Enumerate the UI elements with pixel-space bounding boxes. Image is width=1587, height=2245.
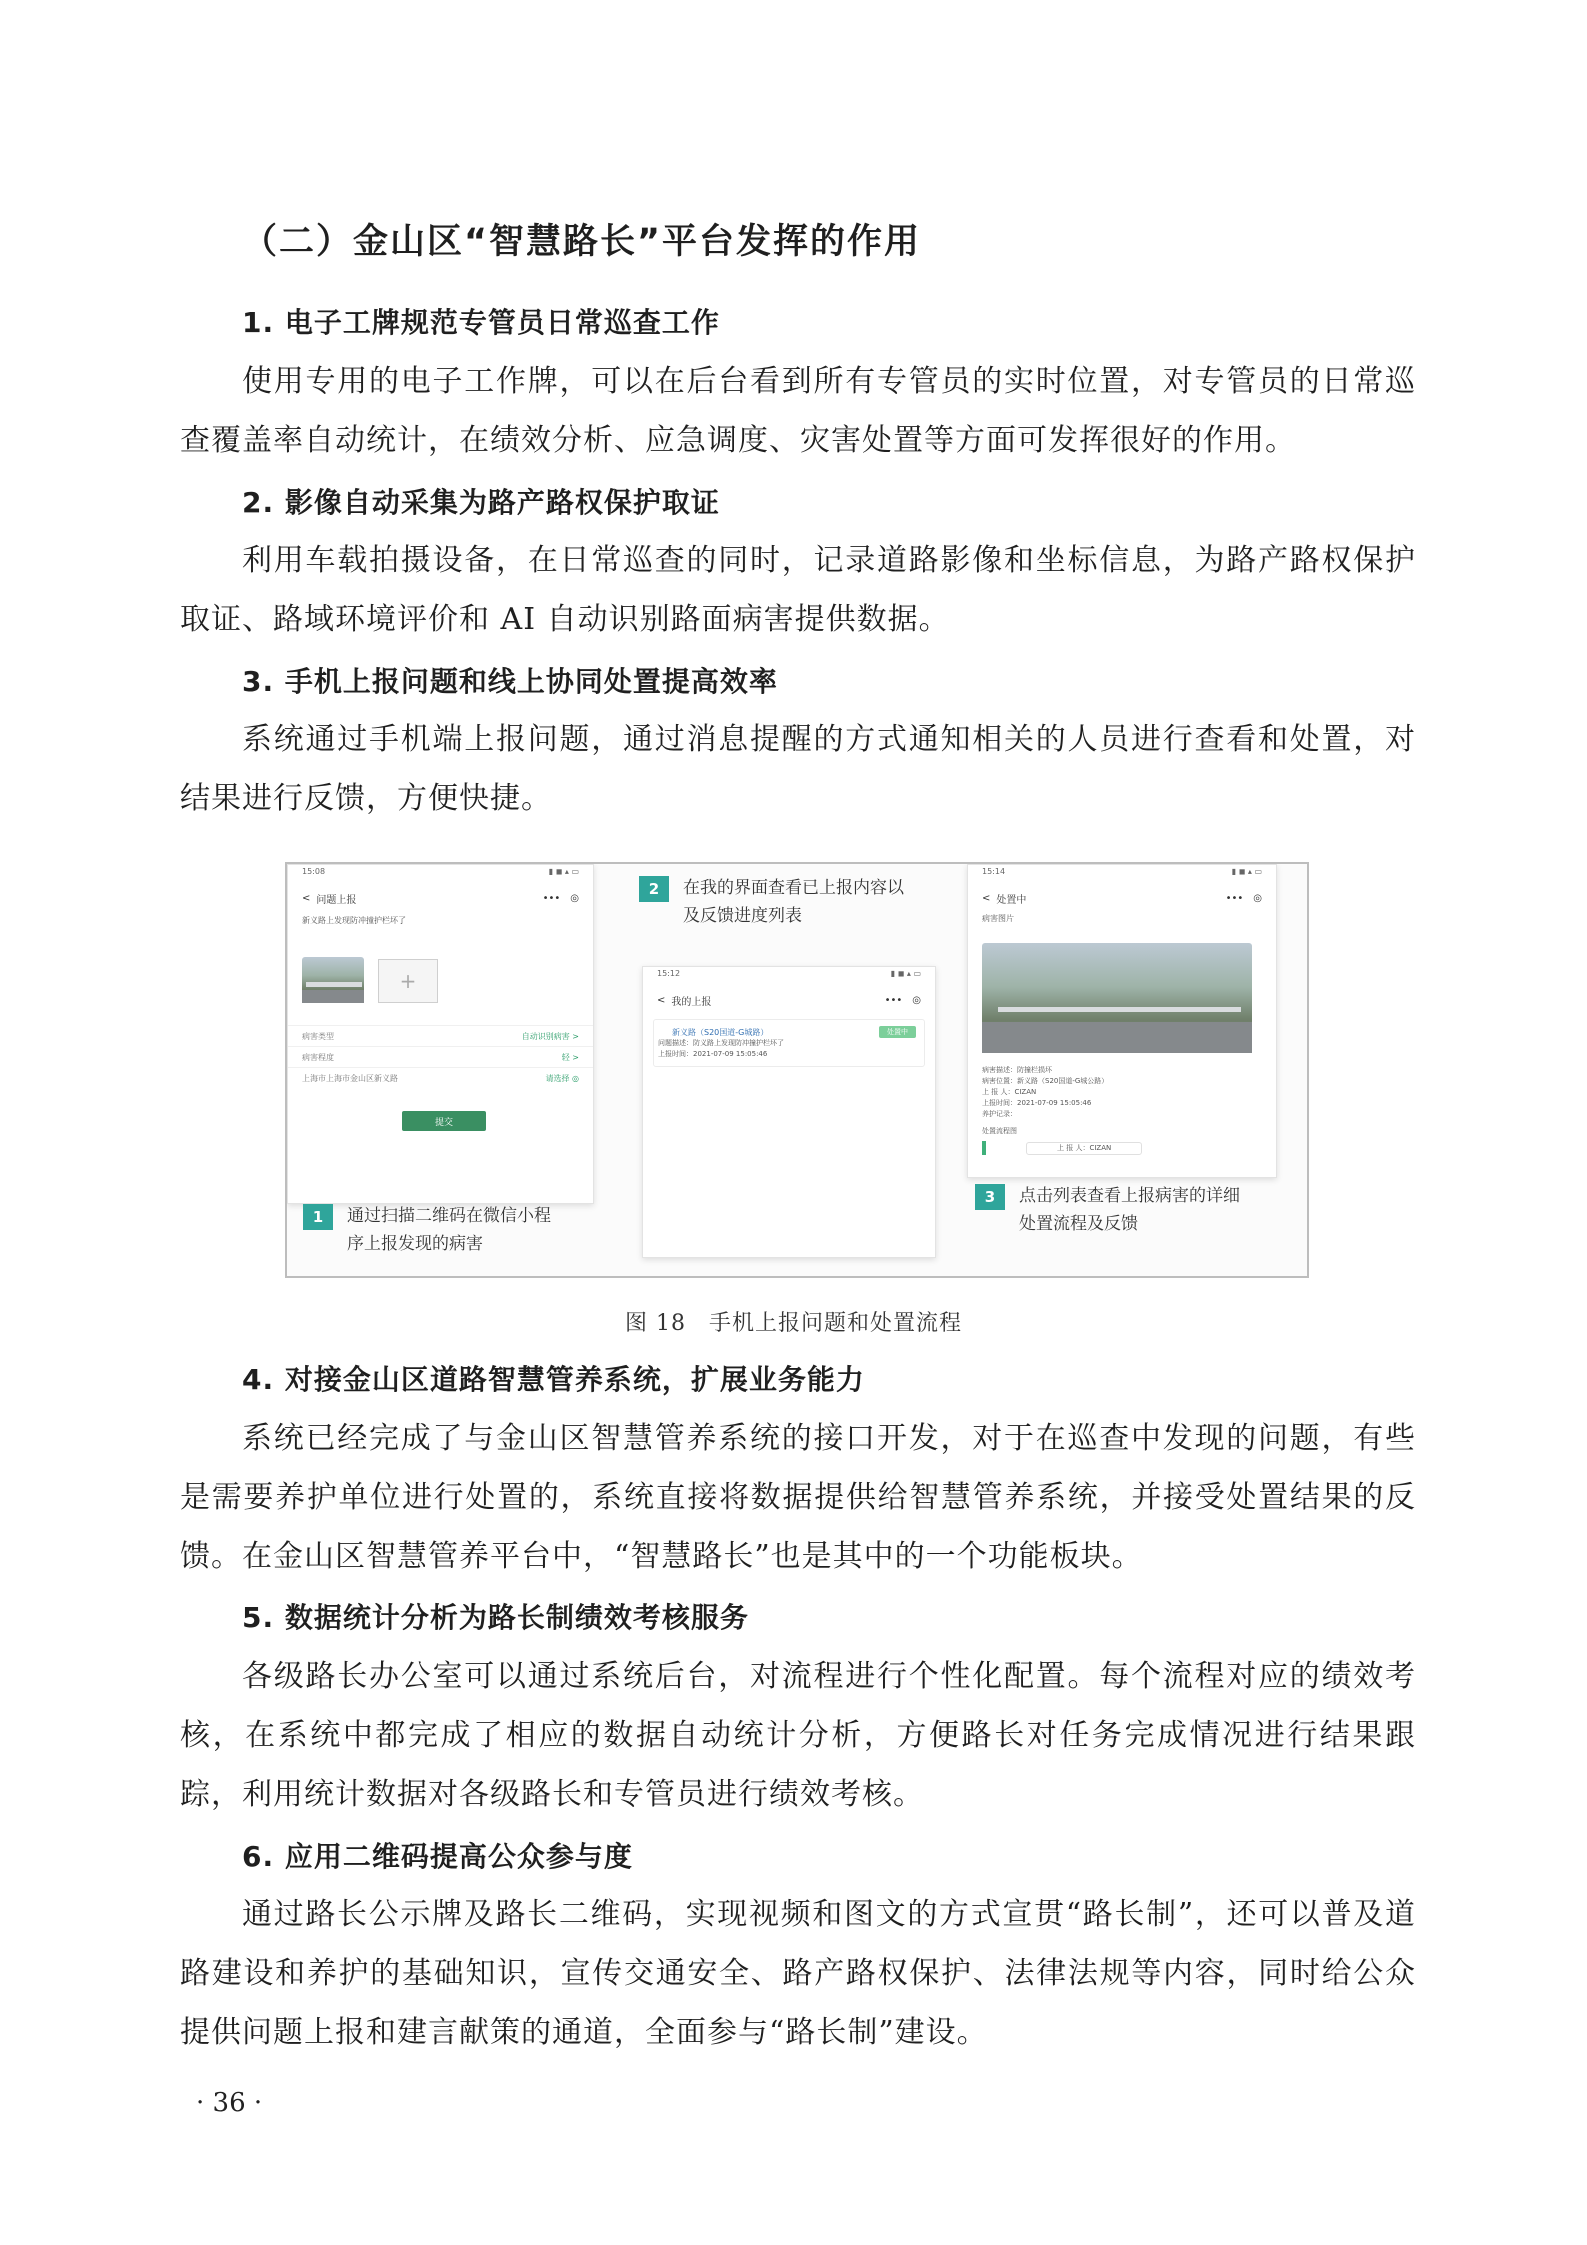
step-text-line2: 序上报发现的病害 bbox=[347, 1234, 483, 1254]
report-item-desc: 问题描述：防义路上发现防冲撞护栏坏了 bbox=[658, 1039, 784, 1047]
page-number: · 36 · bbox=[196, 2088, 263, 2118]
issue-photo[interactable] bbox=[982, 943, 1252, 1053]
status-bar bbox=[288, 865, 593, 887]
flow-item: 上 报 人：CIZAN bbox=[1026, 1142, 1142, 1155]
step-text-line1: 通过扫描二维码在微信小程 bbox=[347, 1206, 551, 1226]
step-3 bbox=[975, 1182, 1240, 1238]
phone-screen-my-reports bbox=[642, 966, 936, 1258]
report-form bbox=[288, 1025, 593, 1088]
issue-description: 新义路上发现防冲撞护栏坏了 bbox=[302, 916, 406, 925]
signal-icon: ▮ ◼ ▴ ▭ bbox=[1231, 867, 1262, 876]
back-icon[interactable]: < bbox=[982, 892, 991, 904]
submit-button[interactable]: 提交 bbox=[402, 1111, 486, 1131]
report-item-title: 新义路（S20国道-G城路） bbox=[672, 1027, 769, 1037]
detail-line: 上报时间：2021-07-09 15:05:46 bbox=[982, 1099, 1092, 1107]
phone-screen-detail bbox=[967, 864, 1277, 1178]
issue-details bbox=[968, 1065, 1276, 1159]
back-icon[interactable]: < bbox=[657, 994, 666, 1006]
step-number: 2 bbox=[639, 876, 669, 902]
step-text-line1: 点击列表查看上报病害的详细 bbox=[1019, 1186, 1240, 1206]
status-time: 15:08 bbox=[302, 867, 326, 876]
step-text-line2: 及反馈进度列表 bbox=[683, 906, 802, 926]
nav-bar bbox=[288, 887, 593, 909]
status-bar bbox=[643, 967, 935, 989]
detail-line: 上 报 人：CIZAN bbox=[982, 1088, 1037, 1096]
page-title: 问题上报 bbox=[316, 894, 357, 906]
back-icon[interactable]: < bbox=[302, 892, 311, 904]
detail-line: 养护记录： bbox=[982, 1110, 1017, 1118]
flow-label: 处置流程图 bbox=[982, 1127, 1017, 1135]
add-photo-button[interactable]: + bbox=[378, 959, 438, 1003]
paragraph-5: 各级路长办公室可以通过系统后台，对流程进行个性化配置。每个流程对应的绩效考核，在系统中都完成了相应的数据自动统计分析，方便路长对任务完成情况进行结果跟踪，利用统计数据对各级路长和专管员进行绩效考核。 bbox=[180, 1659, 1416, 1812]
status-time: 15:14 bbox=[982, 867, 1006, 876]
heading-1: 1. 电子工牌规范专管员日常巡查工作 bbox=[242, 306, 720, 339]
step-number: 1 bbox=[303, 1204, 333, 1230]
status-badge: 处置中 bbox=[879, 1026, 916, 1038]
page-title: 处置中 bbox=[996, 894, 1027, 906]
step-1 bbox=[303, 1202, 551, 1258]
section-title: （二）金山区“智慧路长”平台发挥的作用 bbox=[242, 222, 922, 262]
more-icon[interactable]: ••• bbox=[1225, 892, 1244, 904]
target-icon[interactable]: ◎ bbox=[570, 892, 579, 904]
detail-line: 病害位置：新义路（S20国道-G城公路） bbox=[982, 1077, 1109, 1085]
heading-6: 6. 应用二维码提高公众参与度 bbox=[242, 1840, 633, 1873]
page-title: 我的上报 bbox=[671, 996, 712, 1008]
paragraph-2: 利用车载拍摄设备，在日常巡查的同时，记录道路影像和坐标信息，为路产路权保护取证、路域环境评价和 AI 自动识别路面病害提供数据。 bbox=[180, 543, 1416, 637]
form-row-location[interactable]: 上海市上海市金山区新义路 请选择 ◎ bbox=[288, 1067, 593, 1088]
paragraph-1: 使用专用的电子工作牌，可以在后台看到所有专管员的实时位置，对专管员的日常巡查覆盖率自动统计，在绩效分析、应急调度、灾害处置等方面可发挥很好的作用。 bbox=[180, 364, 1416, 458]
step-text-line1: 在我的界面查看已上报内容以 bbox=[683, 878, 904, 898]
status-time: 15:12 bbox=[657, 969, 681, 978]
signal-icon: ▮ ◼ ▴ ▭ bbox=[548, 867, 579, 876]
heading-2: 2. 影像自动采集为路产路权保护取证 bbox=[242, 486, 720, 519]
more-icon[interactable]: ••• bbox=[542, 892, 561, 904]
detail-line: 病害描述：防撞栏损坏 bbox=[982, 1066, 1052, 1074]
heading-3: 3. 手机上报问题和线上协同处置提高效率 bbox=[242, 665, 778, 698]
paragraph-4: 系统已经完成了与金山区智慧管养系统的接口开发，对于在巡查中发现的问题，有些是需要养护单位进行处置的，系统直接将数据提供给智慧管养系统，并接受处置结果的反馈。在金山区智慧管养平台中，“智慧路长”也是其中的一个功能板块。 bbox=[180, 1421, 1416, 1574]
phone-screen-report bbox=[287, 864, 594, 1204]
form-row-type[interactable]: 病害类型 自动识别病害 > bbox=[288, 1025, 593, 1046]
section-label: 病害图片 bbox=[982, 914, 1014, 923]
nav-bar bbox=[643, 989, 935, 1011]
more-icon[interactable]: ••• bbox=[884, 994, 903, 1006]
status-bar bbox=[968, 865, 1276, 887]
report-list-item[interactable] bbox=[653, 1019, 925, 1067]
target-icon[interactable]: ◎ bbox=[912, 994, 921, 1006]
heading-5: 5. 数据统计分析为路长制绩效考核服务 bbox=[242, 1601, 749, 1634]
signal-icon: ▮ ◼ ▴ ▭ bbox=[890, 969, 921, 978]
flow-marker bbox=[982, 1141, 986, 1155]
figure-18 bbox=[285, 862, 1309, 1278]
paragraph-6: 通过路长公示牌及路长二维码，实现视频和图文的方式宣贯“路长制”，还可以普及道路建设和养护的基础知识，宣传交通安全、路产路权保护、法律法规等内容，同时给公众提供问题上报和建言献策的通道，全面参与“路长制”建设。 bbox=[180, 1897, 1416, 2050]
step-number: 3 bbox=[975, 1184, 1005, 1210]
report-item-time: 上报时间：2021-07-09 15:05:46 bbox=[658, 1050, 768, 1058]
step-2 bbox=[639, 874, 904, 930]
nav-bar bbox=[968, 887, 1276, 909]
step-text-line2: 处置流程及反馈 bbox=[1019, 1214, 1138, 1234]
heading-4: 4. 对接金山区道路智慧管养系统，扩展业务能力 bbox=[242, 1363, 865, 1396]
target-icon[interactable]: ◎ bbox=[1253, 892, 1262, 904]
form-row-level[interactable]: 病害程度 轻 > bbox=[288, 1046, 593, 1067]
paragraph-3: 系统通过手机端上报问题，通过消息提醒的方式通知相关的人员进行查看和处置，对结果进行反馈，方便快捷。 bbox=[180, 722, 1416, 816]
issue-photo-thumbnail[interactable] bbox=[302, 957, 364, 1003]
figure-caption: 图 18 手机上报问题和处置流程 bbox=[625, 1311, 962, 1336]
